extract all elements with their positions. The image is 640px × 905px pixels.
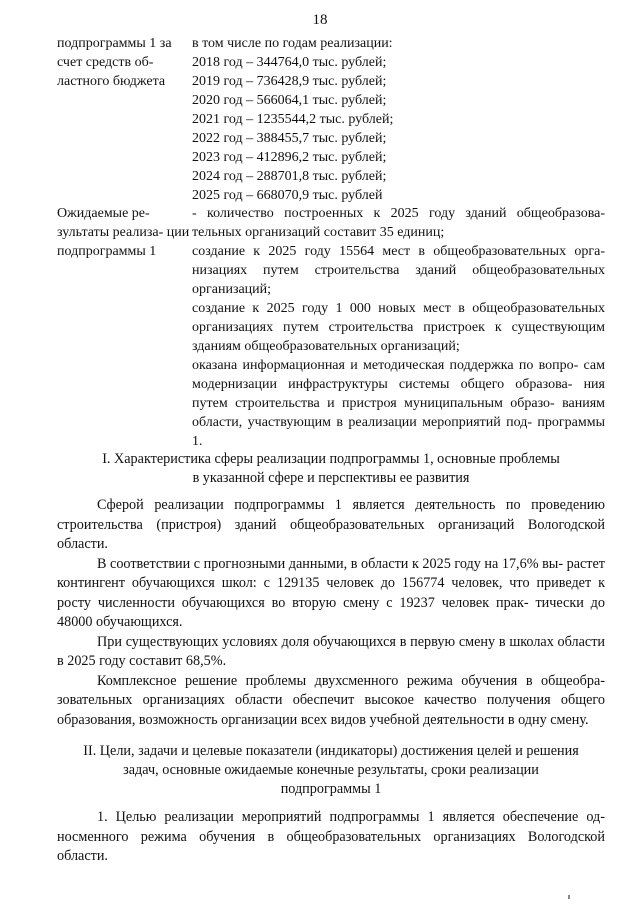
- section-1-heading: [57, 450, 605, 488]
- section-1-body: [57, 496, 605, 730]
- funding-line-2020: 2020 год – 566064,1 тыс. рублей;: [192, 93, 387, 108]
- funding-line-2024: 2024 год – 288701,8 тыс. рублей;: [192, 169, 387, 184]
- paragraph: В соответствии с прогнозными данными, в области к 2025 году на 17,6% вы- растет контингент обучающихся школ: с 129135 человек до 156774 человек, что приведет к росту численности обучающихся во вторую смену с 19237 человек прак- тически до 48000 обучающихся.: [57, 555, 605, 630]
- funding-line: в том числе по годам реализации:: [192, 36, 393, 51]
- funding-line-2022: 2022 год – 388455,7 тыс. рублей;: [192, 131, 387, 146]
- funding-line-2019: 2019 год – 736428,9 тыс. рублей;: [192, 74, 387, 89]
- page-number: 18: [312, 12, 328, 28]
- result-item: - количество построенных к 2025 году зданий общеобразова- тельных организаций составит 35 единиц;: [192, 206, 605, 240]
- funding-line-2025: 2025 год – 668070,9 тыс. рублей: [192, 188, 383, 203]
- funding-line-2021: 2021 год – 1235544,2 тыс. рублей;: [192, 112, 394, 127]
- heading-line: подпрограммы 1: [280, 781, 382, 797]
- paragraph: При существующих условиях доля обучающихся в первую смену в школах области в 2025 году составит 68,5%.: [57, 633, 605, 669]
- heading-line: II. Цели, задачи и целевые показатели (индикаторы) достижения целей и решения: [83, 743, 579, 759]
- section-2-heading: [57, 742, 605, 799]
- paragraph: Комплексное решение проблемы двухсменного режима обучения в общеобра- зовательных организациях области обеспечит высокое качество получения общего образования, возможность организации всех видов учебной деятельности в одну смену.: [57, 672, 605, 728]
- scan-artifact: [568, 895, 570, 899]
- passport-results-row: [57, 204, 605, 451]
- heading-line: I. Характеристика сферы реализации подпрограммы 1, основные проблемы: [102, 451, 560, 467]
- passport-funding-row: [57, 34, 605, 205]
- paragraph: 1. Целью реализации мероприятий подпрограммы 1 является обеспечение од- носменного режима обучения в общеобразовательных организациях Вологодской области.: [57, 809, 605, 864]
- funding-line-2023: 2023 год – 412896,2 тыс. рублей;: [192, 150, 387, 165]
- heading-line: задач, основные ожидаемые конечные результаты, сроки реализации: [123, 762, 539, 778]
- result-item: создание к 2025 году 15564 мест в общеобразовательных орга- низациях путем строительства зданий общеобразовательных организаций;: [192, 244, 605, 297]
- funding-by-year: [192, 34, 605, 205]
- results-list: [192, 204, 605, 451]
- section-2-body: [57, 808, 605, 867]
- funding-line-2018: 2018 год – 344764,0 тыс. рублей;: [192, 55, 387, 70]
- result-item: создание к 2025 году 1 000 новых мест в общеобразовательных организациях путем строительства пристроек к существующим зданиям общеобразовательных организаций;: [192, 301, 605, 354]
- result-item: оказана информационная и методическая поддержка по вопро- сам модернизации инфраструктуры системы общего образова- ния путем строительства и пристроя муниципальным образо- ваниям области, участвующим в реализации мероприятий под- программы 1.: [192, 358, 605, 449]
- results-label: Ожидаемые ре- зультаты реализа- ции подпрограммы 1: [57, 206, 190, 259]
- paragraph: Сферой реализации подпрограммы 1 является деятельность по проведению строительства (пристроя) зданий общеобразовательных организаций Вологодской области.: [57, 497, 605, 552]
- heading-line: в указанной сфере и перспективы ее развития: [192, 470, 470, 486]
- funding-label: подпрограммы 1 за счет средств об- ластного бюджета: [57, 36, 172, 89]
